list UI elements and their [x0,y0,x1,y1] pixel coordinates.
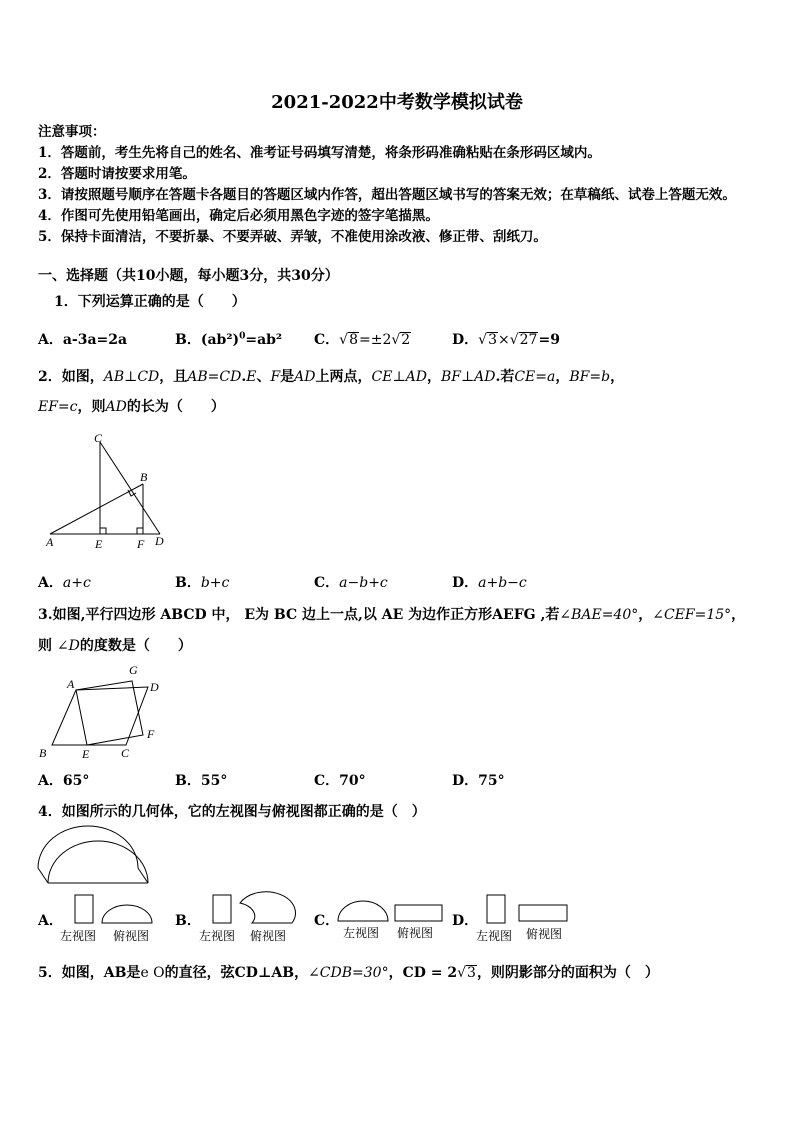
q4-d-top-view-caption: 俯视图 [526,927,563,941]
q4-b-left-view-caption: 左视图 [199,929,236,943]
q3-label-g: G [129,663,138,677]
q3-label-a: A [67,677,75,691]
q4-a-left-view-caption: 左视图 [60,929,97,943]
q4-b-views [200,893,300,923]
q1-option-c: C．√8=±2√2 [314,332,411,348]
q4-front-arc [48,841,148,883]
q2-right-angle-e [100,528,106,534]
q1-stem: 1．下列运算正确的是（ ） [54,294,246,310]
q2-option-b: B．b+c [175,575,230,591]
q4-a-left-view-rect [75,895,93,923]
q4-d-left-view-caption: 左视图 [476,929,513,943]
q1-option-a: A．a-3a=2a [38,332,128,348]
q2-label-f: F [137,537,145,551]
q3-label-b: B [39,746,47,760]
section-heading: 一、选择题（共10小题，每小题3分，共30分） [38,268,339,284]
q1-option-d: D．√3×√27=9 [452,332,560,348]
q4-c-views [336,897,446,923]
q4-c-top-view-rect [395,905,442,921]
q2-line-cd [100,442,160,534]
q2-label-a: A [46,535,54,549]
notice-item-5: 5．保持卡面清洁，不要折暴、不要弄破、弄皱，不准使用涂改液、修正带、刮纸刀。 [38,229,547,245]
q3-stem-line2: 则 ∠D的度数是（ ） [38,638,192,654]
q3-option-a: A．65° [38,773,90,789]
q3-label-f: F [147,727,155,741]
q5-stem: 5．如图，AB是e O的直径，弦CD⊥AB，∠CDB=30°，CD = 2√3，则阴影部分的面积为（ ） [38,965,659,981]
q4-option-c: C． [314,913,340,929]
q3-label-e: E [82,747,90,761]
q2-stem-line2: EF=c，则AD的长为（ ） [38,399,225,415]
q4-d-views [475,893,575,923]
q3-option-b: B．55° [175,773,228,789]
q4-b-top-view-caption: 俯视图 [250,929,287,943]
q2-label-b: B [140,470,148,484]
notice-heading: 注意事项： [38,124,106,140]
q2-option-d: D．a+b−c [452,575,527,591]
q4-c-left-view-caption: 左视图 [343,926,380,940]
notice-item-3: 3．请按照题号顺序在答题卡各题目的答题区域内作答，超出答题区域书写的答案无效；在草稿纸、试卷上答题无效。 [38,187,736,203]
q4-option-b: B． [175,913,201,929]
q4-b-top-view-shape [240,892,295,923]
q3-stem-line1: 3.如图,平行四边形 ABCD 中， E为 BC 边上一点,以 AE 为边作正方形AEFG ,若∠BAE=40°，∠CEF=15°， [38,607,746,623]
q2-label-e: E [95,537,103,551]
q4-option-a: A． [38,913,63,929]
q2-right-angle-f [137,528,143,534]
q4-d-top-view-rect [519,905,567,921]
q3-option-c: C．70° [314,773,366,789]
q2-label-d: D [155,534,164,548]
q4-d-left-view-rect [487,895,505,923]
q2-option-c: C．a−b+c [314,575,388,591]
notice-item-1: 1．答题前，考生先将自己的姓名、准考证号码填写清楚，将条形码准确粘贴在条形码区域内。 [38,145,601,161]
q2-label-c: C [94,431,103,445]
q4-a-top-view-semicircle [102,905,152,923]
q3-label-c: C [121,746,130,760]
q4-stem: 4．如图所示的几何体，它的左视图与俯视图都正确的是（ ） [38,804,426,820]
q4-a-top-view-caption: 俯视图 [113,929,150,943]
q4-option-d: D． [452,913,479,929]
q4-b-left-view-rect [213,895,231,923]
q4-solid-figure [36,825,151,890]
q1-option-b: B．$(ab^2)^0=ab^2$ [175,331,283,348]
q3-option-d: D．75° [452,773,505,789]
q2-figure [40,430,170,555]
q4-a-views [60,893,160,923]
q4-c-left-view-semicircle [338,901,388,921]
q4-c-top-view-caption: 俯视图 [397,926,434,940]
q2-stem-line1: 2．如图，AB⊥CD，且AB=CD.E、F是AD上两点，CE⊥AD，BF⊥AD.若CE=a，BF=b， [38,369,625,385]
q3-label-d: D [150,680,159,694]
q3-square-aefg [76,681,143,745]
notice-item-4: 4．作图可先使用铅笔画出，确定后必须用黑色字迹的签字笔描黑。 [38,208,439,224]
notice-item-2: 2．答题时请按要求用笔。 [38,166,196,182]
q2-option-a: A．a+c [38,575,91,591]
page-title: 2021-2022中考数学模拟试卷 [271,92,523,113]
